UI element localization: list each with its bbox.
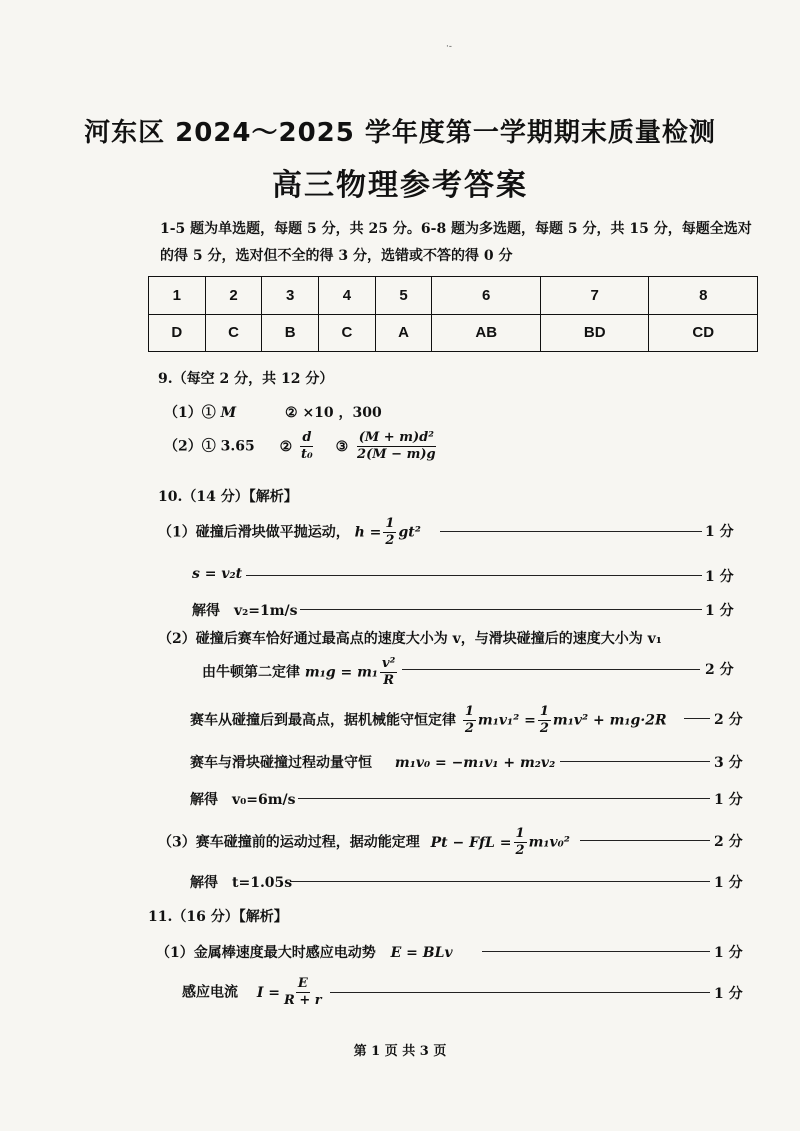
q9-part2 (164, 430, 440, 463)
leader-line (402, 669, 700, 670)
q10-step6-score: 2 分 (714, 712, 743, 728)
q10-step5 (202, 656, 399, 689)
q9-part1-b-label: ② (285, 405, 303, 421)
q11-step1 (156, 942, 453, 962)
answer-cell: B (262, 314, 319, 352)
q11-step1-eq: E = BLv (390, 945, 453, 961)
q10-step2-eq: s = v₂t (192, 566, 243, 582)
q11-step2 (182, 976, 326, 1009)
question-number-cell: 6 (432, 277, 541, 315)
leader-line (580, 840, 710, 841)
q9-part1 (164, 402, 382, 422)
q10-step6 (190, 704, 667, 737)
q10-step7-score: 3 分 (714, 755, 743, 771)
answer-cell: C (319, 314, 376, 352)
q10-step2-score: 1 分 (705, 569, 734, 585)
answer-table-number-row (149, 277, 758, 315)
q10-step1-text: （1）碰撞后滑块做平抛运动， (158, 524, 350, 541)
leader-line (290, 881, 710, 882)
fraction-numerator: (M + m)d² (358, 430, 434, 445)
q10-step5-text: 由牛顿第二定律 (202, 664, 300, 681)
q10-step6-fraction-2 (538, 704, 551, 737)
q10-step1-eq-right: gt² (398, 524, 421, 541)
document-title: 河东区 2024～2025 学年度第一学期期末质量检测 (84, 118, 716, 148)
leader-line (330, 992, 710, 993)
q11-step1-score: 1 分 (714, 945, 743, 961)
page-footer: 第 1 页 共 3 页 (353, 1044, 447, 1059)
fraction-numerator: 1 (464, 704, 474, 719)
question-number-cell: 1 (149, 277, 206, 315)
fraction-denominator: t₀ (301, 447, 313, 462)
q10-step1 (158, 516, 421, 549)
q11-step1-text: （1）金属棒速度最大时感应电动势 (156, 945, 376, 961)
q11-step2-eq-left: I = (256, 984, 281, 1001)
q9-part1-label: （1）① (164, 405, 221, 421)
q10-step3-result: 解得 v₂=1m/s (192, 603, 298, 619)
q10-step10-score: 1 分 (714, 875, 743, 891)
q9-part2-fraction-c (355, 430, 438, 463)
fraction-denominator: 2 (464, 721, 474, 736)
q9-part2-answer-a: （2）① 3.65 (164, 438, 255, 455)
fraction-denominator: 2 (539, 721, 549, 736)
q10-step6-fraction-1 (463, 704, 476, 737)
q11-step2-fraction (282, 976, 324, 1009)
q10-step8-result: 解得 v₀=6m/s (190, 792, 296, 808)
answer-cell: D (149, 314, 206, 352)
question-number-cell: 7 (540, 277, 649, 315)
scan-speck: ·- (446, 42, 452, 52)
q9-heading: 9.（每空 2 分，共 12 分） (158, 371, 334, 387)
q10-step9-eq-right: m₁v₀² (528, 834, 570, 851)
q10-step9-text: （3）赛车碰撞前的运动过程，据动能定理 (158, 834, 420, 851)
q10-step7-text: 赛车与滑块碰撞过程动量守恒 (190, 755, 372, 771)
question-number-cell: 4 (319, 277, 376, 315)
fraction-denominator: 2(M − m)g (357, 447, 436, 462)
answer-cell: C (205, 314, 262, 352)
answer-cell: CD (649, 314, 758, 352)
answer-table (148, 276, 758, 352)
q10-step6-text: 赛车从碰撞后到最高点，据机械能守恒定律 (190, 712, 456, 729)
fraction-denominator: 2 (515, 843, 525, 858)
leader-line (300, 609, 702, 610)
q11-heading: 11.（16 分）【解析】 (148, 909, 288, 925)
q9-part2-fraction-b (299, 430, 315, 463)
leader-line (246, 575, 702, 576)
q10-step9 (158, 826, 570, 859)
scoring-instructions: 1-5 题为单选题，每题 5 分，共 25 分。6-8 题为多选题，每题 5 分，共 15 分，每题全选对的得 5 分，选对但不全的得 3 分，选错或不答的得 0 分 (160, 221, 752, 264)
q11-step2-score: 1 分 (714, 986, 743, 1002)
q9-part1-answer-a: M (220, 405, 237, 421)
fraction-numerator: E (297, 976, 308, 991)
answer-cell: AB (432, 314, 541, 352)
q9-part2-b-label: ② (279, 438, 298, 455)
fraction-denominator: R (383, 673, 395, 688)
answer-cell: A (375, 314, 432, 352)
q10-step5-eq-left: m₁g = m₁ (304, 664, 379, 681)
fraction-denominator: 2 (385, 533, 395, 548)
fraction-numerator: 1 (539, 704, 549, 719)
q9-part1-answer-b: ×10 ，300 (302, 405, 382, 421)
question-number-cell: 5 (375, 277, 432, 315)
q10-step10-result: 解得 t=1.05s (190, 875, 293, 891)
q10-step9-score: 2 分 (714, 834, 743, 850)
q10-step5-fraction (380, 656, 397, 689)
q10-part2-setup: （2）碰撞后赛车恰好通过最高点的速度大小为 v，与滑块碰撞后的速度大小为 v₁ (158, 631, 662, 647)
document-subtitle: 高三物理参考答案 (272, 168, 528, 203)
q10-step8-score: 1 分 (714, 792, 743, 808)
q10-step7 (190, 752, 555, 772)
fraction-denominator: R + r (284, 993, 322, 1008)
leader-line (684, 718, 710, 719)
answer-table-answer-row (149, 314, 758, 352)
q10-step6-eq-mid2: m₁v² + m₁g·2R (552, 712, 667, 729)
q10-heading: 10.（14 分）【解析】 (158, 489, 298, 505)
q10-step1-fraction (383, 516, 396, 549)
leader-line (440, 531, 702, 532)
q10-step9-eq-left: Pt − FfL = (430, 834, 512, 851)
q10-step3-score: 1 分 (705, 603, 734, 619)
q10-step5-score: 2 分 (705, 662, 734, 678)
leader-line (298, 798, 710, 799)
q10-step7-eq: m₁v₀ = −m₁v₁ + m₂v₂ (394, 755, 556, 771)
q9-part2-c-label: ③ (335, 438, 354, 455)
fraction-numerator: d (302, 430, 312, 445)
leader-line (482, 951, 710, 952)
q10-step1-score: 1 分 (705, 524, 734, 540)
q11-step2-text: 感应电流 (182, 984, 238, 1001)
question-number-cell: 2 (205, 277, 262, 315)
leader-line (560, 761, 710, 762)
q10-step9-fraction (514, 826, 527, 859)
question-number-cell: 8 (649, 277, 758, 315)
fraction-numerator: 1 (385, 516, 395, 531)
fraction-numerator: 1 (515, 826, 525, 841)
answer-cell: BD (540, 314, 649, 352)
q10-step1-eq-left: h = (354, 524, 382, 541)
fraction-numerator: v² (382, 656, 396, 671)
q10-step6-eq-mid1: m₁v₁² = (477, 712, 536, 729)
question-number-cell: 3 (262, 277, 319, 315)
